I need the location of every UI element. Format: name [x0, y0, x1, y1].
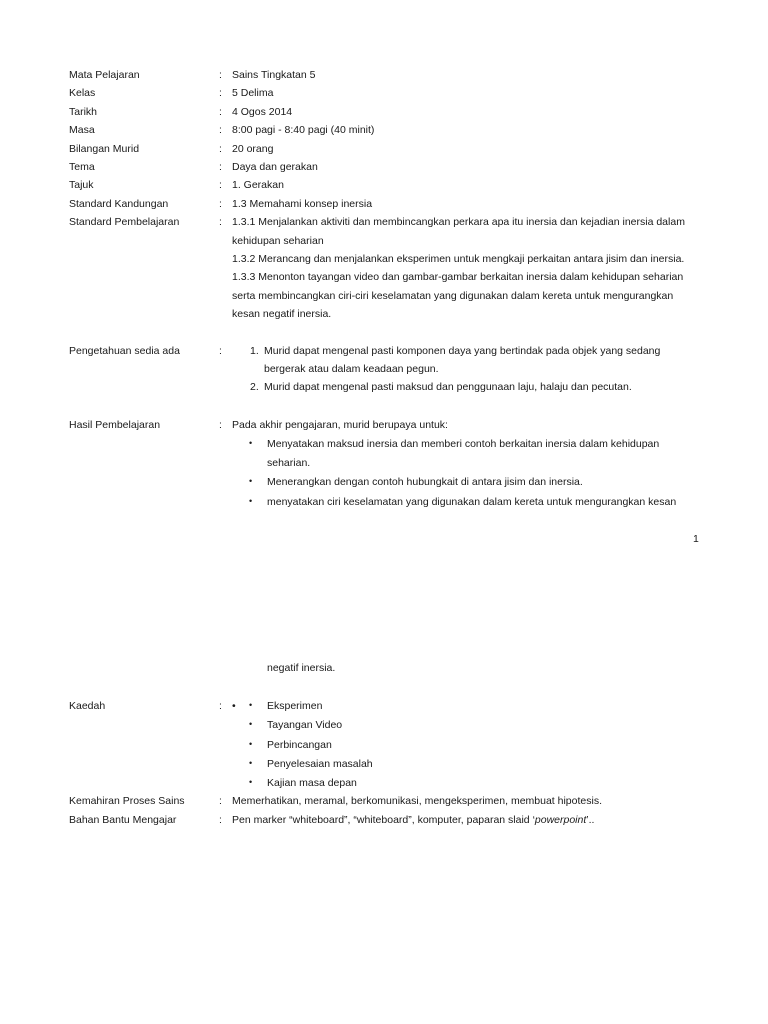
row-bilangan-murid	[0, 143, 768, 159]
field-value	[232, 814, 594, 826]
field-label: Hasil Pembelajaran	[69, 419, 161, 431]
row-kemahiran-proses-sains	[0, 795, 768, 811]
field-value: Daya dan gerakan	[232, 161, 318, 173]
colon: :	[219, 345, 222, 357]
field-label: Tajuk	[69, 179, 94, 191]
row-standard-kandungan	[0, 198, 768, 214]
field-value: 4 Ogos 2014	[232, 106, 293, 118]
field-label: Standard Pembelajaran	[69, 216, 180, 228]
row-masa	[0, 124, 768, 140]
colon: :	[219, 124, 222, 136]
sp-line: 1.3.3 Menonton tayangan video dan gambar-gambar berkaitan inersia dalam kehidupan seharian	[232, 271, 684, 283]
colon: :	[219, 795, 222, 807]
field-label: Mata Pelajaran	[69, 69, 140, 81]
list-number: 1.	[250, 345, 259, 357]
row-bahan-bantu-mengajar	[0, 814, 768, 830]
list-item-text: Murid dapat mengenal pasti maksud dan penggunaan laju, halaju dan pecutan.	[264, 381, 632, 393]
bullet-text: Menyatakan maksud inersia dan memberi contoh berkaitan inersia dalam kehidupan	[267, 438, 660, 450]
bahan-text: Pen marker “whiteboard”, “whiteboard”, komputer, paparan slaid ‘	[232, 814, 535, 826]
field-value: 1. Gerakan	[232, 179, 284, 191]
field-value: 8:00 pagi - 8:40 pagi (40 minit)	[232, 124, 375, 136]
hasil-intro: Pada akhir pengajaran, murid berupaya untuk:	[232, 419, 448, 431]
colon: :	[219, 216, 222, 228]
kaedah-item: Kajian masa depan	[267, 777, 357, 789]
kaedah-item: Eksperimen	[267, 700, 323, 712]
colon: :	[219, 179, 222, 191]
bullet-icon: •	[249, 476, 253, 486]
field-value: Memerhatikan, meramal, berkomunikasi, mengeksperimen, membuat hipotesis.	[232, 795, 602, 807]
sp-line: serta membincangkan ciri-ciri keselamatan yang digunakan dalam kereta untuk mengurangkan	[232, 290, 674, 302]
field-value: 20 orang	[232, 143, 274, 155]
colon: :	[219, 198, 222, 210]
colon: :	[219, 87, 222, 99]
field-label: Masa	[69, 124, 95, 136]
colon: :	[219, 700, 222, 712]
field-label: Bahan Bantu Mengajar	[69, 814, 177, 826]
row-mata-pelajaran	[0, 69, 768, 85]
kaedah-item: Tayangan Video	[267, 719, 343, 731]
bullet-text: seharian.	[267, 457, 311, 469]
field-label: Kemahiran Proses Sains	[69, 795, 185, 807]
bullet-icon: •	[249, 438, 253, 448]
field-value: 1.3 Memahami konsep inersia	[232, 198, 373, 210]
field-label: Bilangan Murid	[69, 143, 140, 155]
field-value: Sains Tingkatan 5	[232, 69, 316, 81]
bullet-text: Menerangkan dengan contoh hubungkait di antara jisim dan inersia.	[267, 476, 583, 488]
section-hasil-pembelajaran	[0, 419, 768, 508]
kaedah-item: Penyelesaian masalah	[267, 758, 373, 770]
field-label: Pengetahuan sedia ada	[69, 345, 180, 357]
field-label: Kelas	[69, 87, 96, 99]
sp-line: 1.3.1 Menjalankan aktiviti dan membincangkan perkara apa itu inersia dan kejadian inersia dalam	[232, 216, 685, 228]
bullet-icon: •	[249, 496, 253, 506]
colon: :	[219, 143, 222, 155]
row-kelas	[0, 87, 768, 103]
sp-line: kehidupan seharian	[232, 235, 324, 247]
field-label: Tema	[69, 161, 95, 173]
bullet-icon: •	[249, 758, 253, 768]
bullet-icon: •	[249, 700, 253, 710]
bullet-icon: •	[249, 719, 253, 729]
list-item-text: Murid dapat mengenal pasti komponen daya yang bertindak pada objek yang sedang	[264, 345, 661, 357]
bullet-icon: •	[249, 739, 253, 749]
bullet-icon: •	[232, 700, 236, 712]
hasil-continuation: negatif inersia.	[267, 662, 336, 674]
list-number: 2.	[250, 381, 259, 393]
row-tema	[0, 161, 768, 177]
bahan-italic: powerpoint	[534, 814, 587, 826]
sp-line: 1.3.2 Merancang dan menjalankan eksperimen untuk mengkaji perkaitan antara jisim dan inersia.	[232, 253, 685, 265]
field-label: Kaedah	[69, 700, 106, 712]
kaedah-item: Perbincangan	[267, 739, 332, 751]
list-item-text: bergerak atau dalam keadaan pegun.	[264, 363, 439, 375]
page-number: 1	[693, 533, 699, 545]
section-pengetahuan-sedia-ada	[0, 345, 768, 393]
section-standard-pembelajaran	[0, 216, 768, 320]
bullet-text: menyatakan ciri keselamatan yang digunakan dalam kereta untuk mengurangkan kesan	[267, 496, 677, 508]
colon: :	[219, 106, 222, 118]
row-tajuk	[0, 179, 768, 195]
colon: :	[219, 161, 222, 173]
colon: :	[219, 69, 222, 81]
section-kaedah	[0, 700, 768, 789]
field-value: 5 Delima	[232, 87, 274, 99]
bullet-icon: •	[249, 777, 253, 787]
field-label: Standard Kandungan	[69, 198, 169, 210]
colon: :	[219, 419, 222, 431]
row-tarikh	[0, 106, 768, 122]
field-label: Tarikh	[69, 106, 98, 118]
sp-line: kesan negatif inersia.	[232, 308, 332, 320]
colon: :	[219, 814, 222, 826]
bahan-suffix: ’..	[586, 814, 595, 826]
